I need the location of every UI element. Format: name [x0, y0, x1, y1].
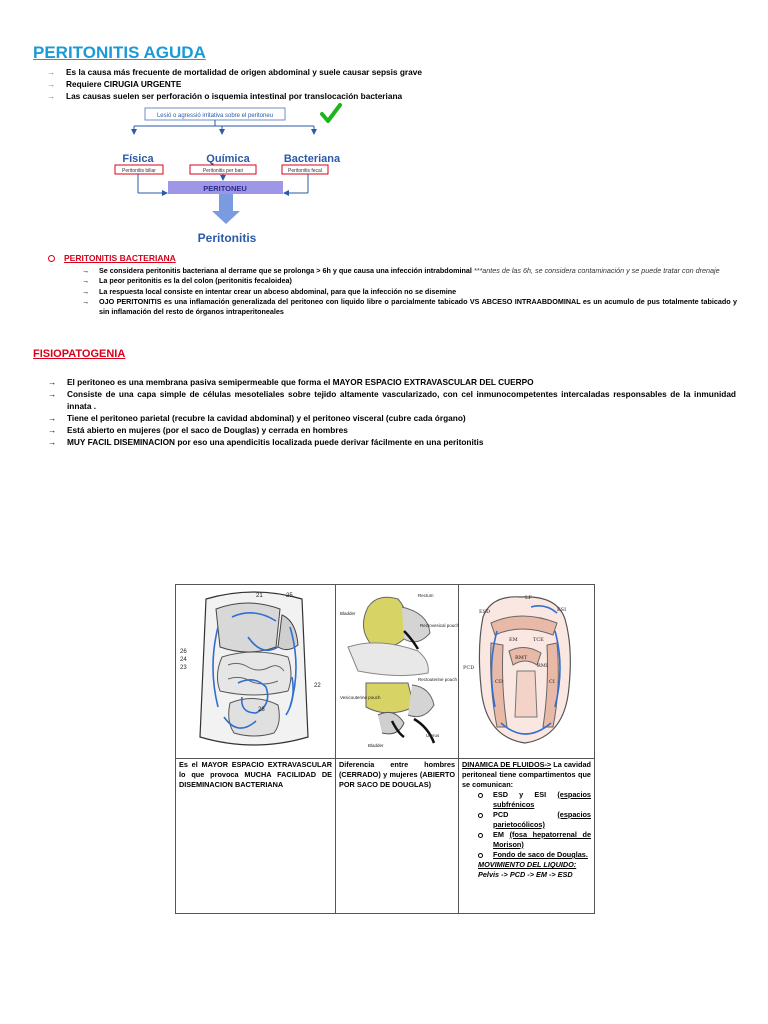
check-icon — [322, 105, 340, 121]
table-cell: DINAMICA DE FLUIDOS-> La cavidad peritoneal tiene compartimentos que se comunican: ESD y ESI (espacios subfrénicos PCD (espacios parietocólicos) EM (fosa hepatorrenal de Morison) Fondo de saco de Douglas. MOVIMIENTO DEL LIQUIDO: Pelvis -> PCD -> EM -> ESD — [459, 759, 595, 914]
list-item: → La respuesta local consiste en intentar crear un abceso abdominal, para que la infección no se disemine — [82, 286, 457, 296]
arrow-right-icon: → — [82, 296, 90, 306]
compartment-list — [462, 790, 591, 860]
figure-label: 21 — [256, 593, 263, 599]
fluid-movement-title: MOVIMIENTO DEL LIQUIDO: — [478, 860, 577, 869]
arrow-right-icon: → — [82, 266, 90, 275]
figure-label: 26 — [180, 649, 187, 655]
abdomen-illustration — [178, 587, 332, 751]
intro-list — [47, 66, 422, 102]
list-item: → Es la causa más frecuente de mortalidad de origen abdominal y suele causar sepsis grave — [47, 67, 422, 77]
figure-label: ESI — [557, 607, 567, 613]
down-arrow-icon — [212, 194, 240, 224]
arrow-right-icon: → — [48, 413, 57, 423]
fluid-dynamics-illustration-cell — [459, 585, 595, 759]
cause-name: Física — [122, 153, 154, 165]
page-title: PERITONITIS AGUDA — [33, 43, 206, 62]
table-cell: Diferencia entre hombres (CERRADO) y mujeres (ABIERTO POR SACO DE DOUGLAS) — [336, 759, 459, 914]
figure-label: LF — [525, 595, 532, 601]
cause-name: Química — [206, 153, 250, 165]
list-item: Fondo de saco de Douglas. — [478, 850, 591, 860]
arrow-right-icon: → — [47, 67, 56, 77]
list-item: → Consiste de una capa simple de células mesoteliales sobre tejido altamente vascularizado, con cel inmunocompetentes intercaladas responsables de la inmunidad innata . — [48, 389, 736, 411]
abdomen-illustration-cell — [176, 585, 336, 759]
arrow-right-icon: → — [47, 91, 56, 101]
figure-label: PCD — [463, 665, 475, 671]
figure-label: 28 — [258, 707, 265, 713]
cause-name: Bacteriana — [283, 153, 341, 165]
pelvis-illustration — [338, 587, 460, 751]
figure-label: RMI — [537, 663, 548, 669]
circle-bullet-icon — [478, 853, 483, 858]
figure-label: Uterus — [426, 733, 440, 738]
list-item: → Está abierto en mujeres (por el saco de Douglas) y cerrada en hombres — [48, 425, 348, 435]
circle-bullet-icon — [48, 255, 55, 262]
table-cell: Es el MAYOR ESPACIO EXTRAVASCULAR lo que provoca MUCHA FACILIDAD DE DISEMINACION BACTERIANA — [176, 759, 336, 914]
fisio-list — [48, 376, 736, 448]
list-item: → Se considera peritonitis bacteriana al derrame que se prolonga > 6h y que causa una infección intrabdominal ***antes de las 6h, se considera contaminación y se puede tratar con drenaje — [82, 266, 720, 275]
list-item: ESD y ESI (espacios subfrénicos — [478, 790, 591, 810]
circle-bullet-icon — [478, 793, 483, 798]
figure-label: Bladder — [368, 743, 384, 748]
figure-label: RMT — [515, 655, 528, 661]
result-label: Peritonitis — [197, 231, 257, 245]
figure-label: 22 — [314, 683, 321, 689]
arrow-right-icon: → — [48, 437, 57, 447]
cause-label: Peritonitis fecal — [288, 168, 322, 174]
svg-text:PERITONEU: PERITONEU — [203, 184, 247, 193]
list-item: → Requiere CIRUGIA URGENTE — [47, 79, 182, 89]
figure-label: 24 — [180, 657, 187, 663]
arrow-right-icon: → — [48, 425, 57, 435]
figure-label: Vesicouterine pouch — [340, 695, 381, 700]
list-item: → Las causas suelen ser perforación o isquemia intestinal por translocación bacteriana — [47, 91, 403, 101]
figure-label: Rectovesical pouch — [420, 623, 460, 628]
arrow-right-icon: → — [48, 377, 57, 387]
peritonitis-causes-diagram — [112, 104, 352, 252]
arrow-right-icon: → — [82, 286, 90, 296]
list-item: EM (fosa hepatorrenal de Morison) — [478, 830, 591, 850]
list-item: → MUY FACIL DISEMINACION por eso una apendicitis localizada puede derivar fácilmente en una peritonitis — [48, 437, 484, 447]
arrow-right-icon: → — [47, 79, 56, 89]
figure-label: CD — [495, 679, 503, 685]
cause-label: Peritonitis biliar — [122, 168, 156, 174]
list-item: → La peor peritonitis es la del colon (peritonitis fecaloidea) — [82, 276, 292, 286]
figure-label: Bladder — [340, 611, 356, 616]
figure-label: ESD — [479, 609, 491, 615]
top-box-label: Lesió o agressió irritativa sobre el peritoneu — [156, 113, 274, 119]
fluid-dynamics-illustration — [461, 587, 591, 751]
list-item: PCD (espacios parietocólicos) — [478, 810, 591, 830]
figure-label: 25 — [286, 593, 293, 599]
list-item: → OJO PERITONITIS es una inflamación generalizada del peritoneo con liquido libre o parcialmente tabicado VS ABCESO INTRAABDOMINAL es un acumulo de pus totalmente tabicado y sin inflamación del resto de órganos intraperitoneales — [82, 296, 737, 317]
figure-label: Rectouterine pouch — [418, 677, 458, 682]
arrow-right-icon: → — [48, 389, 57, 399]
list-item: → El peritoneo es una membrana pasiva semipermeable que forma el MAYOR ESPACIO EXTRAVASCULAR DEL CUERPO — [48, 377, 534, 387]
figure-label: EM — [509, 637, 518, 643]
figure-label: 23 — [180, 665, 187, 671]
pelvis-illustration-cell — [336, 585, 459, 759]
bacteriana-list — [82, 266, 737, 317]
list-item: → Tiene el peritoneo parietal (recubre la cavidad abdominal) y el peritoneo visceral (cubre cada órgano) — [48, 413, 466, 423]
circle-bullet-icon — [478, 833, 483, 838]
arrow-right-icon: → — [82, 276, 90, 286]
fluid-movement-sequence: Pelvis -> PCD -> EM -> ESD — [478, 870, 573, 879]
figure-label: Rectum — [418, 593, 434, 598]
circle-bullet-icon — [478, 813, 483, 818]
figure-label: TCE — [533, 637, 544, 643]
cause-label: Peritonitis per bari — [202, 168, 244, 174]
anatomy-table — [175, 584, 595, 914]
bacteriana-heading: PERITONITIS BACTERIANA — [48, 253, 176, 263]
figure-label: CI — [549, 679, 555, 685]
section-title: FISIOPATOGENIA — [33, 348, 126, 360]
